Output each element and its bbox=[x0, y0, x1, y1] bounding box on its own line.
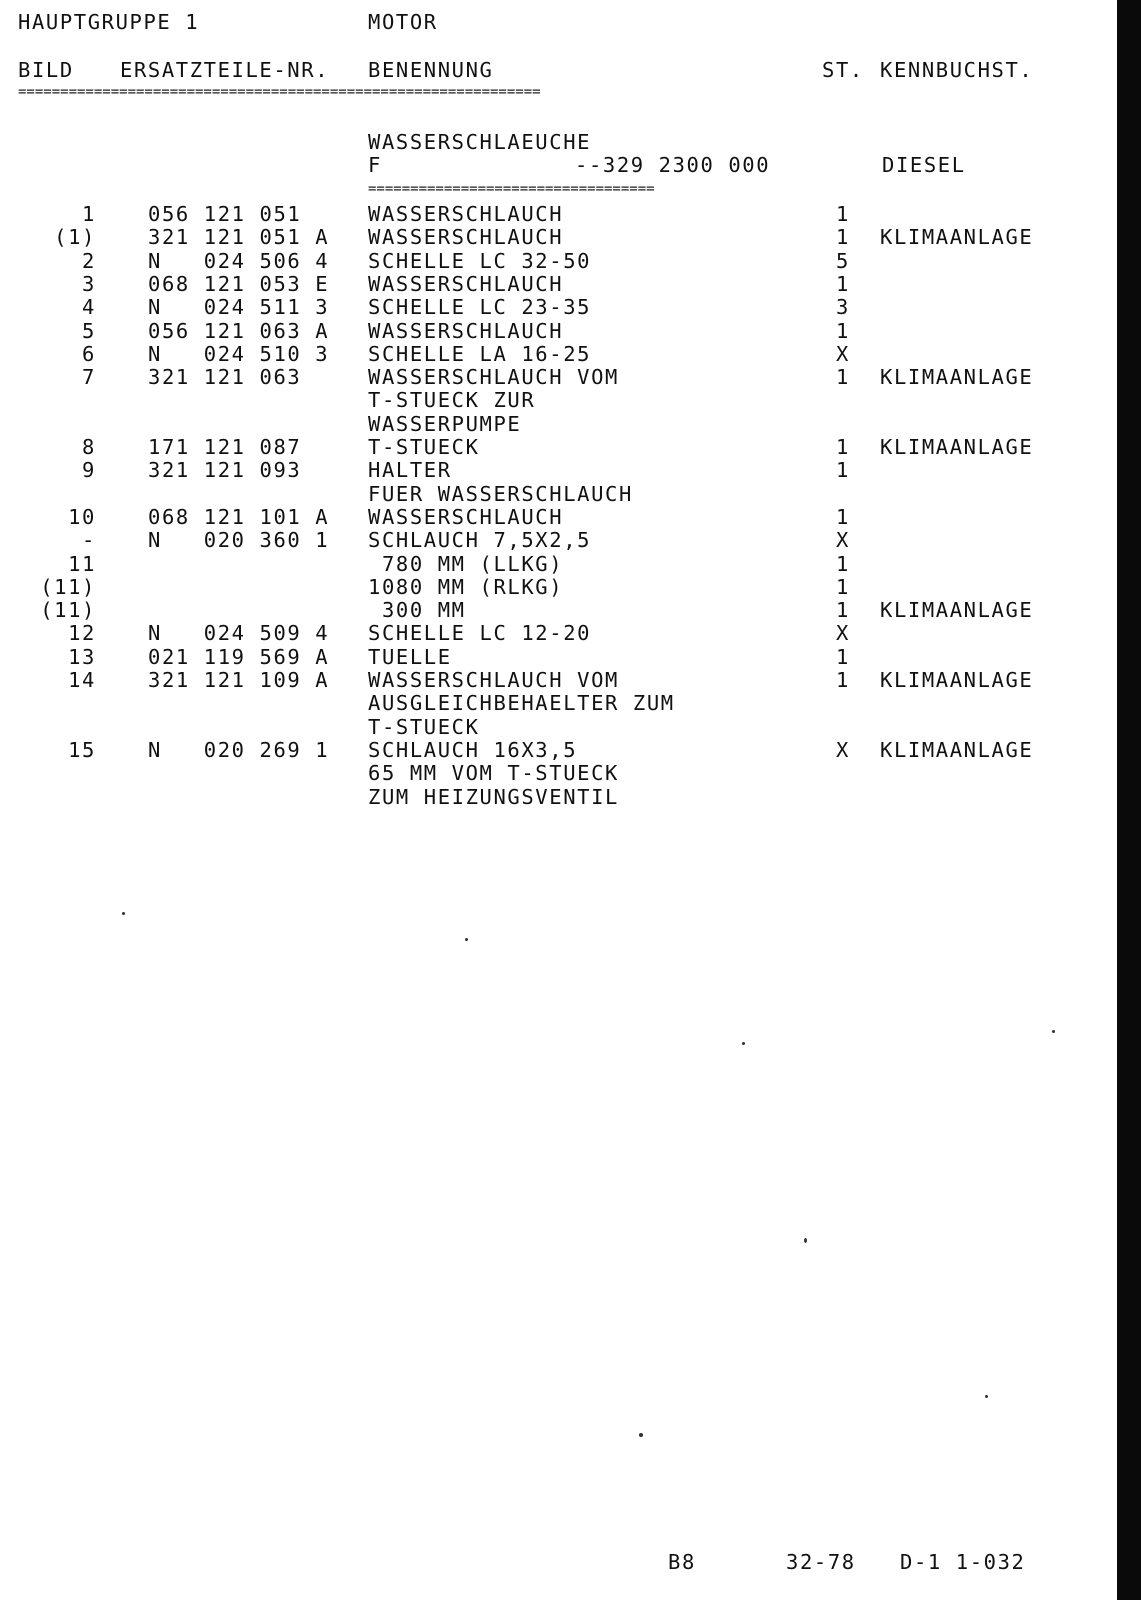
row-description: T-STUECK bbox=[368, 435, 480, 459]
row-bild: 9 bbox=[82, 458, 96, 482]
row-bild: (1) bbox=[54, 225, 96, 249]
row-part-number: 068 121 101 A bbox=[148, 505, 330, 529]
row-part-number: N 024 510 3 bbox=[148, 342, 330, 366]
column-header-code: KENNBUCHST. bbox=[880, 58, 1034, 82]
row-part-number: 068 121 053 E bbox=[148, 272, 330, 296]
row-description: HALTER bbox=[368, 458, 452, 482]
row-quantity: 1 bbox=[836, 505, 850, 529]
scan-speck bbox=[742, 1042, 745, 1045]
row-bild: 15 bbox=[68, 738, 96, 762]
row-bild: 7 bbox=[82, 365, 96, 389]
column-header-st: ST. bbox=[822, 58, 864, 82]
row-bild: (11) bbox=[40, 598, 96, 622]
row-code: KLIMAANLAGE bbox=[880, 738, 1034, 762]
scan-speck bbox=[122, 912, 125, 915]
row-description: SCHELLE LC 23-35 bbox=[368, 295, 592, 319]
row-quantity: 1 bbox=[836, 365, 850, 389]
row-code: KLIMAANLAGE bbox=[880, 668, 1034, 692]
row-bild: - bbox=[82, 528, 96, 552]
row-description: WASSERSCHLAUCH bbox=[368, 272, 564, 296]
row-part-number: 021 119 569 A bbox=[148, 645, 330, 669]
section-range-prefix: F bbox=[368, 153, 382, 177]
scan-speck bbox=[639, 1433, 643, 1437]
row-description: SCHLAUCH 7,5X2,5 bbox=[368, 528, 592, 552]
row-quantity: 1 bbox=[836, 668, 850, 692]
row-bild: 3 bbox=[82, 272, 96, 296]
row-bild: 13 bbox=[68, 645, 96, 669]
row-description: WASSERSCHLAUCH VOM bbox=[368, 668, 619, 692]
row-quantity: 1 bbox=[836, 458, 850, 482]
row-bild: 1 bbox=[82, 202, 96, 226]
scan-speck bbox=[804, 1238, 807, 1243]
row-quantity: 1 bbox=[836, 202, 850, 226]
row-quantity: 1 bbox=[836, 435, 850, 459]
scan-speck bbox=[1052, 1030, 1055, 1033]
row-description: FUER WASSERSCHLAUCH bbox=[368, 482, 633, 506]
row-description: T-STUECK ZUR bbox=[368, 388, 536, 412]
scan-edge bbox=[1117, 0, 1141, 1600]
column-header-bild: BILD bbox=[18, 58, 74, 82]
row-part-number: N 020 269 1 bbox=[148, 738, 330, 762]
row-quantity: 1 bbox=[836, 272, 850, 296]
row-code: KLIMAANLAGE bbox=[880, 435, 1034, 459]
row-quantity: 1 bbox=[836, 552, 850, 576]
row-quantity: 3 bbox=[836, 295, 850, 319]
row-part-number: N 024 511 3 bbox=[148, 295, 330, 319]
row-quantity: X bbox=[836, 342, 850, 366]
scan-speck bbox=[465, 938, 468, 941]
row-description: WASSERSCHLAUCH bbox=[368, 202, 564, 226]
row-description: WASSERSCHLAUCH bbox=[368, 319, 564, 343]
column-header-description: BENENNUNG bbox=[368, 58, 494, 82]
scan-speck bbox=[985, 1395, 988, 1398]
row-description: WASSERSCHLAUCH VOM bbox=[368, 365, 619, 389]
row-quantity: 5 bbox=[836, 249, 850, 273]
row-description: SCHELLE LC 32-50 bbox=[368, 249, 592, 273]
column-header-part-no: ERSATZTEILE-NR. bbox=[120, 58, 330, 82]
row-description: SCHELLE LC 12-20 bbox=[368, 621, 592, 645]
row-part-number: 171 121 087 bbox=[148, 435, 302, 459]
row-bild: 4 bbox=[82, 295, 96, 319]
row-code: KLIMAANLAGE bbox=[880, 225, 1034, 249]
row-part-number: 321 121 093 bbox=[148, 458, 302, 482]
row-part-number: N 020 360 1 bbox=[148, 528, 330, 552]
section-range-value: --329 2300 000 bbox=[575, 153, 771, 177]
row-quantity: 1 bbox=[836, 645, 850, 669]
row-bild: (11) bbox=[40, 575, 96, 599]
section-separator: ================================== bbox=[368, 183, 655, 195]
row-bild: 6 bbox=[82, 342, 96, 366]
row-part-number: N 024 506 4 bbox=[148, 249, 330, 273]
row-description: SCHELLE LA 16-25 bbox=[368, 342, 592, 366]
row-description: WASSERSCHLAUCH bbox=[368, 225, 564, 249]
group-name: MOTOR bbox=[368, 10, 438, 34]
group-label: HAUPTGRUPPE 1 bbox=[18, 10, 200, 34]
row-description: TUELLE bbox=[368, 645, 452, 669]
row-quantity: X bbox=[836, 528, 850, 552]
section-title: WASSERSCHLAEUCHE bbox=[368, 130, 592, 154]
row-part-number: 056 121 051 bbox=[148, 202, 302, 226]
row-bild: 11 bbox=[68, 552, 96, 576]
row-description: SCHLAUCH 16X3,5 bbox=[368, 738, 578, 762]
row-part-number: 321 121 063 bbox=[148, 365, 302, 389]
row-quantity: 1 bbox=[836, 598, 850, 622]
row-part-number: N 024 509 4 bbox=[148, 621, 330, 645]
footer-date: 32-78 bbox=[786, 1550, 856, 1574]
row-bild: 2 bbox=[82, 249, 96, 273]
row-description: 300 MM bbox=[368, 598, 466, 622]
row-quantity: X bbox=[836, 738, 850, 762]
row-part-number: 321 121 109 A bbox=[148, 668, 330, 692]
row-description: WASSERSCHLAUCH bbox=[368, 505, 564, 529]
row-part-number: 056 121 063 A bbox=[148, 319, 330, 343]
header-separator: ============================================================== bbox=[18, 86, 541, 98]
row-description: AUSGLEICHBEHAELTER ZUM bbox=[368, 691, 675, 715]
footer-page: B8 bbox=[668, 1550, 696, 1574]
row-quantity: 1 bbox=[836, 319, 850, 343]
row-description: WASSERPUMPE bbox=[368, 412, 522, 436]
section-engine: DIESEL bbox=[882, 153, 966, 177]
row-code: KLIMAANLAGE bbox=[880, 365, 1034, 389]
row-description: 1080 MM (RLKG) bbox=[368, 575, 564, 599]
row-description: T-STUECK bbox=[368, 715, 480, 739]
row-bild: 8 bbox=[82, 435, 96, 459]
footer-ref: D-1 1-032 bbox=[900, 1550, 1026, 1574]
row-bild: 14 bbox=[68, 668, 96, 692]
row-description: 65 MM VOM T-STUECK bbox=[368, 761, 619, 785]
row-quantity: 1 bbox=[836, 575, 850, 599]
row-part-number: 321 121 051 A bbox=[148, 225, 330, 249]
row-bild: 10 bbox=[68, 505, 96, 529]
row-quantity: 1 bbox=[836, 225, 850, 249]
row-code: KLIMAANLAGE bbox=[880, 598, 1034, 622]
row-bild: 5 bbox=[82, 319, 96, 343]
row-bild: 12 bbox=[68, 621, 96, 645]
row-description: ZUM HEIZUNGSVENTIL bbox=[368, 785, 619, 809]
row-description: 780 MM (LLKG) bbox=[368, 552, 564, 576]
row-quantity: X bbox=[836, 621, 850, 645]
